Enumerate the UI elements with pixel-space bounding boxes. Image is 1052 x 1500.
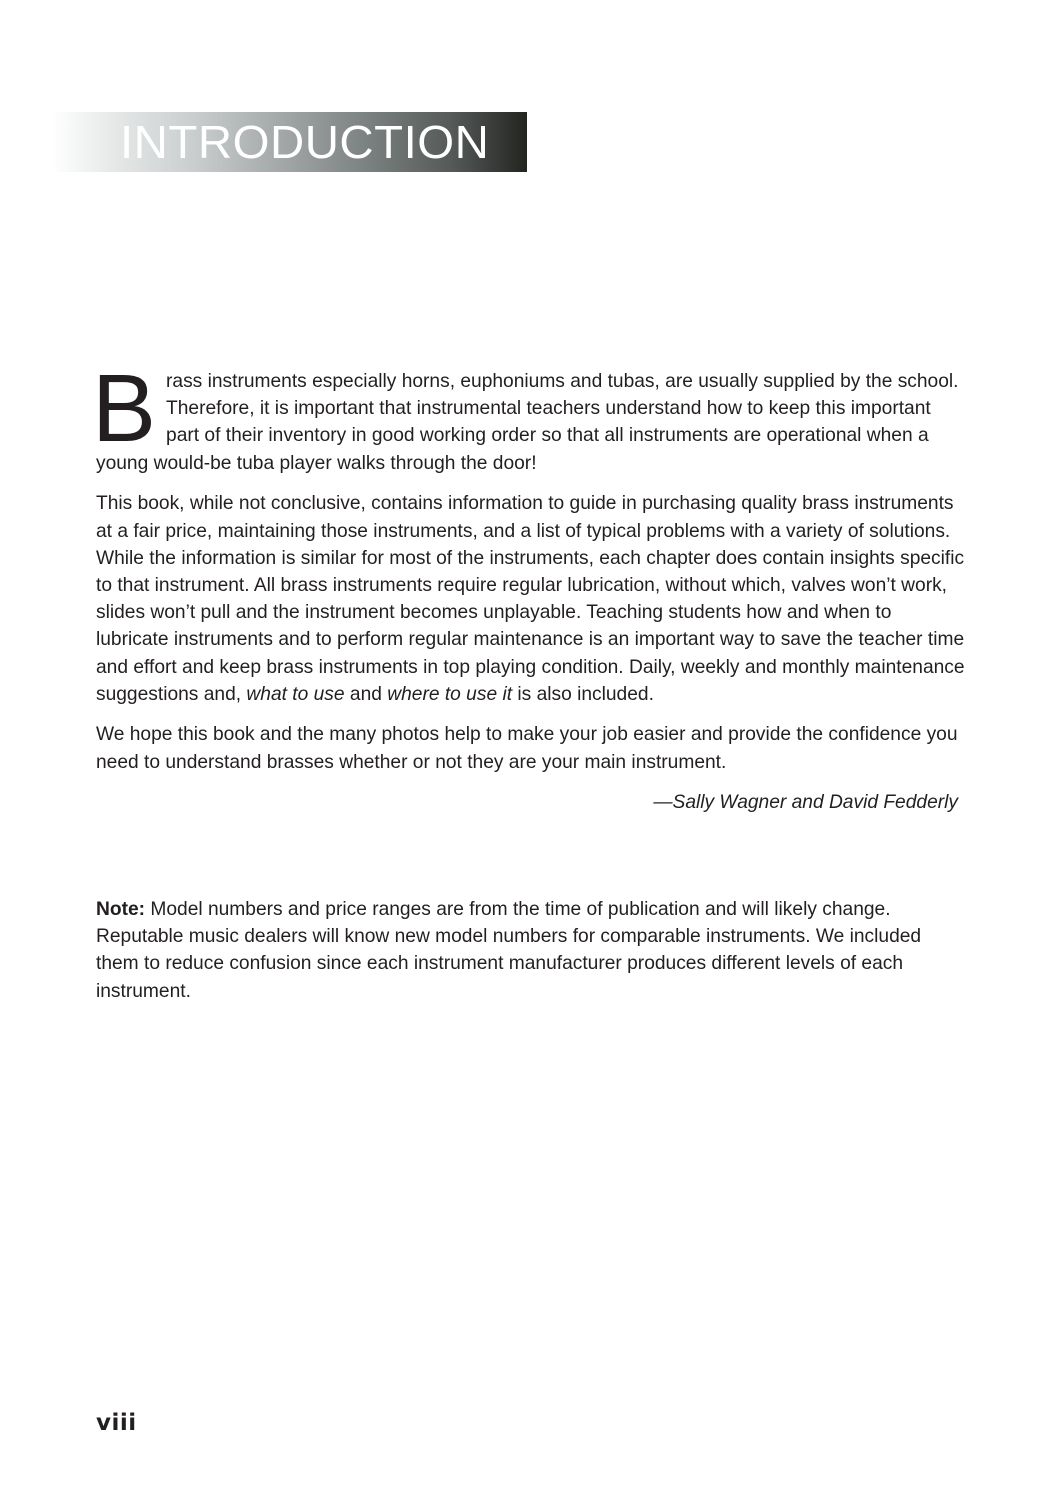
page-number: viii — [96, 1410, 137, 1436]
intro-paragraph-1 — [92, 355, 966, 477]
chapter-title-banner — [52, 112, 527, 172]
intro-paragraph-2 — [96, 490, 966, 708]
intro-paragraph-2-start: This book, while not conclusive, contains information to guide in purchasing quality brass instruments at a fair price, maintaining those instruments, and a list of typical problems with a variety of solutions. While the information is similar for most of the instruments, each chapter does contain insights specific to that instrument. All brass instruments require regular lubrication, without which, valves won’t work, slides won’t pull and the instrument becomes unplayable. Teaching students how and when to lubricate instruments and to perform regular maintenance is an important way to save the teacher time and effort and keep brass instruments in top playing condition. Daily, weekly and monthly maintenance suggestions and, — [96, 493, 965, 705]
chapter-title: INTRODUCTION — [120, 116, 490, 168]
intro-paragraph-3: We hope this book and the many photos help to make your job easier and provide the confidence you need to understand brasses whether or not they are your main instrument. — [96, 724, 958, 773]
note-text: Model numbers and price ranges are from the time of publication and will likely change. Reputable music dealers will know new model numbers for comparable instruments. We included them to reduce confusion since each instrument manufacturer produces different levels of each instrument. — [96, 899, 922, 1002]
intro-paragraph-1-text: rass instruments especially horns, euphoniums and tubas, are usually supplied by the school. Therefore, it is important that instrumental teachers understand how to keep this important part of their inventory in good working order so that all instruments are operational when a young would-be tuba player walks through the door! — [96, 371, 959, 474]
intro-paragraph-2-italic-where: where to use it — [387, 683, 513, 705]
author-signature: —Sally Wagner and David Fedderly — [653, 792, 958, 814]
intro-paragraph-2-end: is also included. — [512, 683, 654, 705]
publication-note — [96, 896, 946, 1005]
intro-body — [92, 355, 966, 830]
intro-paragraph-2-italic-what: what to use — [246, 683, 345, 705]
drop-cap: B — [92, 355, 157, 462]
intro-paragraph-2-mid: and — [344, 683, 388, 705]
note-label: Note: — [96, 899, 146, 920]
